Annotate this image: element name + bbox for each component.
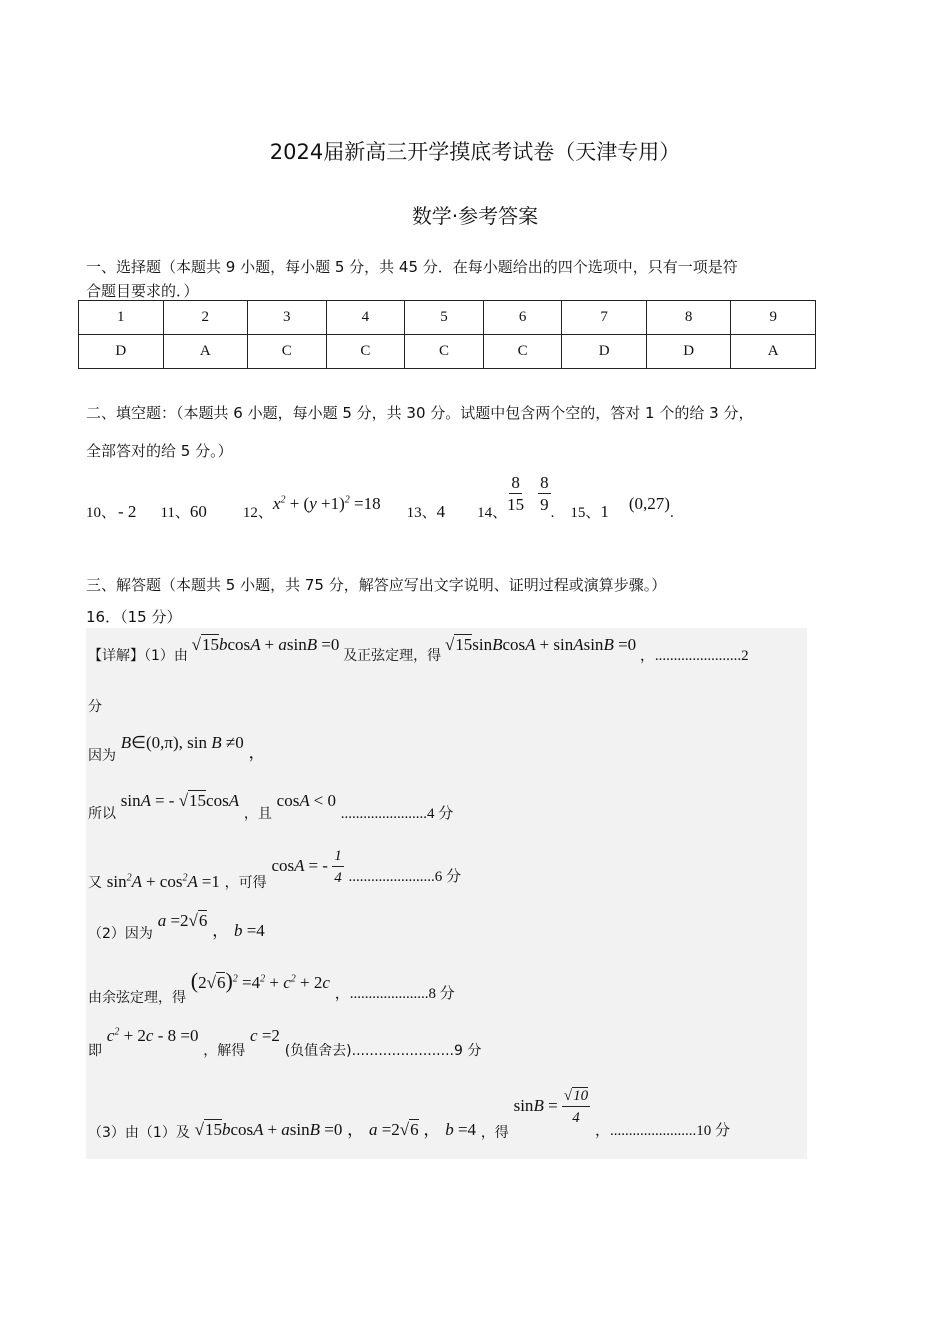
page-title: 2024届新高三开学摸底考试卷（天津专用） <box>269 140 681 164</box>
answer-cell: C <box>483 335 562 369</box>
equation-cosA-value: cosA = - $\frac{1}{4}$ <box>271 848 342 886</box>
equation-quadratic: $c^2 + 2c - 8 =0$ <box>106 1026 199 1045</box>
question-number: 9 <box>731 301 816 335</box>
answer-cell: D <box>646 335 731 369</box>
equation-b-range: B∈(0,π), sin B ≠0 <box>120 733 244 752</box>
answer-cell: C <box>405 335 484 369</box>
q10-answer: - 2 <box>118 502 137 521</box>
section2-heading-line1: 二、填空题：（本题共 6 小题，每小题 5 分，共 30 分。试题中包含两个空的，答对 1 个的给 3 分， <box>86 404 754 422</box>
question-number: 8 <box>646 301 731 335</box>
q14-fraction-2: $\frac{8}{9}$ <box>540 473 549 514</box>
answer-table <box>78 300 816 369</box>
equation-sinB-value: sinB = $\frac{√10}{4}$ <box>513 1088 589 1126</box>
solution-line-1: 【详解】（1）由 √15bcosA + asinB =0 及正弦定理，得 √15sinBcosA + sinAsinB =0 ，.......................2 <box>88 635 749 664</box>
equation-identity: $\sin^2A + \cos^2A =1$ <box>106 872 220 892</box>
answer-table-header-row <box>79 301 816 335</box>
equation-given: √15bcosA + asinB =0 <box>191 635 340 654</box>
q15-end-dot: . <box>669 505 674 521</box>
section3-heading: 三、解答题（本题共 5 小题，共 75 分，解答应写出文字说明、证明过程或演算步骤。） <box>86 576 667 594</box>
answer-cell: A <box>731 335 816 369</box>
q14-label: 14、 <box>477 505 508 521</box>
equation-c-value: c =2 <box>250 1026 280 1045</box>
solution-box <box>86 628 807 1159</box>
equation-sinA: sinA = - √15cosA <box>120 791 240 810</box>
equation-b-repeat: b =4 <box>445 1120 477 1140</box>
q14-end-dot: . <box>550 505 555 521</box>
q15-label: 15、 <box>570 505 601 521</box>
equation-sine-law: √15sinBcosA + sinAsinB =0 <box>444 635 637 654</box>
equation-a-value: a =2√6 <box>157 911 208 930</box>
question-number: 4 <box>326 301 405 335</box>
fill-blank-answers <box>86 468 674 522</box>
section1-heading-line2: 合题目要求的．） <box>86 282 199 300</box>
page-subtitle: 数学·参考答案 <box>411 204 539 228</box>
question-number: 6 <box>483 301 562 335</box>
answer-cell: C <box>248 335 327 369</box>
equation-cos-law: $(2√6)^2 =4^2 + c^2 + 2c$ <box>190 968 330 993</box>
q11-label: 11、 <box>160 505 190 521</box>
equation-a-repeat: a =2√6 <box>368 1120 419 1140</box>
solution-line-so: 所以 sinA = - √15cosA ，且 cosA < 0 .......................4 分 <box>88 791 454 822</box>
question-number: 2 <box>163 301 248 335</box>
solution-line-also: 又 $\sin^2A + \cos^2A =1$ ，可得 cosA = - $\frac{1}{4}$ .......................6 分 <box>88 848 461 892</box>
equation-b-value: b =4 <box>233 921 265 940</box>
q14-fraction-1: $\frac{8}{15}$ <box>507 473 525 514</box>
solution-line-part3: （3）由（1）及 √15bcosA + asinB =0 ， a =2√6 ， b =4 ，得 sinB = $\frac{√10}{4}$ ，.......................10 分 <box>88 1088 730 1142</box>
answer-cell: C <box>326 335 405 369</box>
score-fen: 分 <box>88 699 102 715</box>
equation-cosA-neg: cosA < 0 <box>276 791 337 810</box>
question-number: 5 <box>405 301 484 335</box>
q11-answer: 60 <box>189 502 207 521</box>
solution-line-cos-law: 由余弦定理，得 $(2√6)^2 =4^2 + c^2 + 2c$ ，.....................8 分 <box>88 968 455 1006</box>
section2-heading-line2: 全部答对的给 5 分。） <box>86 442 233 460</box>
q15-answer-2: (0,27) <box>628 494 670 513</box>
q12-label: 12、 <box>242 505 273 521</box>
answer-cell: D <box>562 335 647 369</box>
q13-label: 13、 <box>406 505 437 521</box>
q16-heading: 16．（15 分） <box>86 608 182 626</box>
answer-table-answer-row <box>79 335 816 369</box>
answer-cell: D <box>79 335 164 369</box>
equation-given-repeat: √15bcosA + asinB =0 <box>194 1120 343 1140</box>
answer-cell: A <box>163 335 248 369</box>
solution-line-ji: 即 $c^2 + 2c - 8 =0$ ，解得 c =2 (负值舍去).......................9 分 <box>88 1026 482 1059</box>
section1-heading-line1: 一、选择题（本题共 9 小题，每小题 5 分，共 45 分．在每小题给出的四个选项中，只有一项是符 <box>86 258 738 276</box>
solution-line-part2: （2）因为 a =2√6 ， b =4 <box>88 911 265 942</box>
q13-answer: 4 <box>436 502 446 521</box>
q10-label: 10、 <box>86 505 117 521</box>
q12-answer: $x^2 + (y +1)^2 =18$ <box>272 494 381 513</box>
question-number: 1 <box>79 301 164 335</box>
solution-line-because: 因为 B∈(0,π), sin B ≠0 ， <box>88 733 266 764</box>
question-number: 3 <box>248 301 327 335</box>
question-number: 7 <box>562 301 647 335</box>
q15-answer: 1 <box>600 502 609 521</box>
